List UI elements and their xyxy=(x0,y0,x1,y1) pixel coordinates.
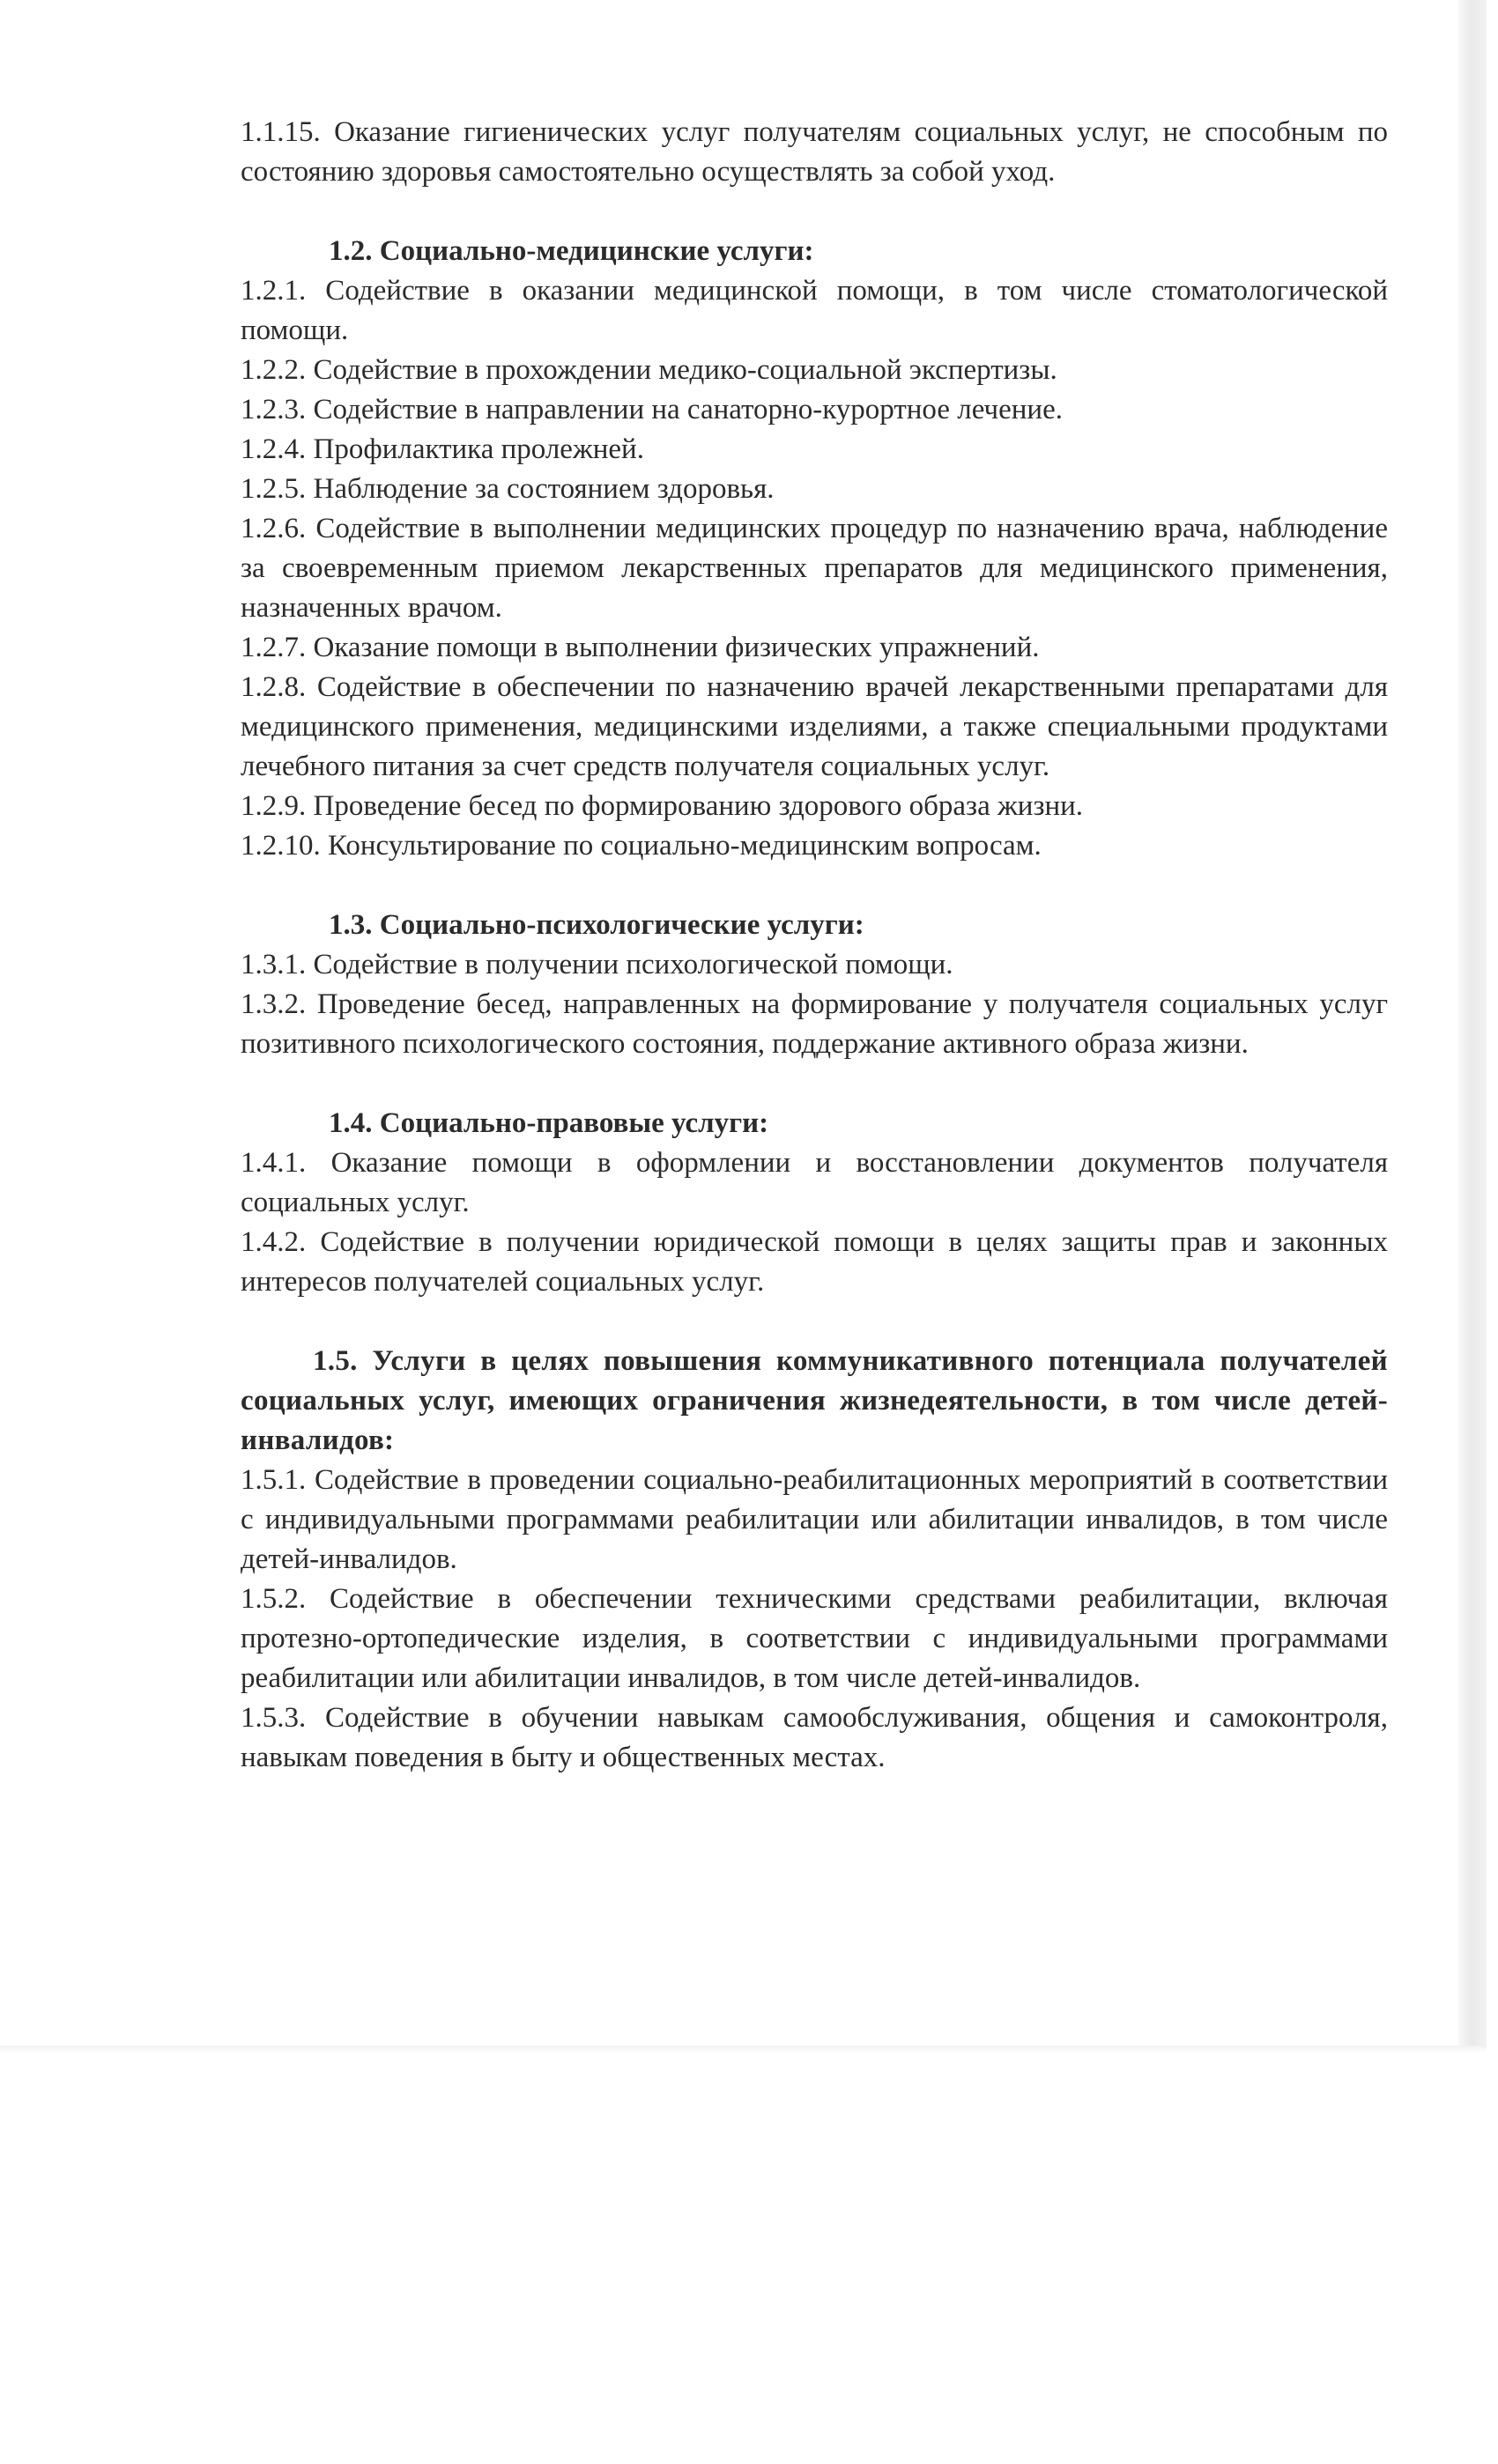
list-item: 1.5.3. Содействие в обучении навыкам самообслуживания, общения и самоконтроля, навыкам поведения в быту и общественных местах. xyxy=(241,1702,1388,1773)
list-item: 1.2.3. Содействие в направлении на санаторно-курортное лечение. xyxy=(241,394,1063,425)
list-item: 1.2.2. Содействие в прохождении медико-социальной экспертизы. xyxy=(241,354,1057,386)
list-item: 1.5.2. Содействие в обеспечении техническими средствами реабилитации, включая протезно-ортопедические изделия, в соответствии с индивидуальными программами реабилитации или абилитации инвалидов, в том числе детей-инвалидов. xyxy=(241,1583,1388,1694)
list-item: 1.3.1. Содействие в получении психологической помощи. xyxy=(241,949,953,980)
section-heading: 1.2. Социально-медицинские услуги: xyxy=(329,235,814,267)
list-item: 1.4.2. Содействие в получении юридической помощи в целях защиты прав и законных интересов получателей социальных услуг. xyxy=(241,1226,1388,1298)
section-communicative-potential xyxy=(241,1342,1388,1778)
section-heading: 1.4. Социально-правовые услуги: xyxy=(329,1107,769,1139)
section-heading: 1.5. Услуги в целях повышения коммуникативного потенциала получателей социальных услуг, имеющих ограничения жизнедеятельности, в том числе детей-инвалидов: xyxy=(241,1345,1388,1456)
list-item: 1.5.1. Содействие в проведении социально-реабилитационных мероприятий в соответствии с индивидуальными программами реабилитации или абилитации инвалидов, в том числе детей-инвалидов. xyxy=(241,1464,1388,1575)
list-item: 1.2.5. Наблюдение за состоянием здоровья. xyxy=(241,473,775,505)
section-social-legal xyxy=(241,1104,1388,1302)
document-body xyxy=(241,113,1388,1778)
list-item: 1.2.7. Оказание помощи в выполнении физических упражнений. xyxy=(241,632,1040,663)
list-item: 1.3.2. Проведение бесед, направленных на формирование у получателя социальных услуг позитивного психологического состояния, поддержание активного образа жизни. xyxy=(241,988,1388,1060)
item-1-1-15: 1.1.15. Оказание гигиенических услуг получателям социальных услуг, не способным по состоянию здоровья самостоятельно осуществлять за собой уход. xyxy=(241,116,1388,188)
list-item: 1.2.1. Содействие в оказании медицинской помощи, в том числе стоматологической помощи. xyxy=(241,275,1388,346)
scan-page-bottom-edge xyxy=(0,2046,1487,2053)
section-heading: 1.3. Социально-психологические услуги: xyxy=(329,909,864,941)
list-item: 1.2.10. Консультирование по социально-медицинским вопросам. xyxy=(241,830,1042,862)
list-item: 1.2.4. Профилактика пролежней. xyxy=(241,433,644,465)
list-item: 1.4.1. Оказание помощи в оформлении и восстановлении документов получателя социальных услуг. xyxy=(241,1147,1388,1218)
scan-page-edge xyxy=(1458,0,1487,2053)
list-item: 1.2.8. Содействие в обеспечении по назначению врачей лекарственными препаратами для медицинского применения, медицинскими изделиями, а также специальными продуктами лечебного питания за счет средств получателя социальных услуг. xyxy=(241,671,1388,782)
section-social-psychological xyxy=(241,906,1388,1064)
list-item: 1.2.6. Содействие в выполнении медицинских процедур по назначению врача, наблюдение за своевременным приемом лекарственных препаратов для медицинского применения, назначенных врачом. xyxy=(241,513,1388,624)
list-item: 1.2.9. Проведение бесед по формированию здорового образа жизни. xyxy=(241,790,1084,822)
section-social-medical xyxy=(241,232,1388,866)
